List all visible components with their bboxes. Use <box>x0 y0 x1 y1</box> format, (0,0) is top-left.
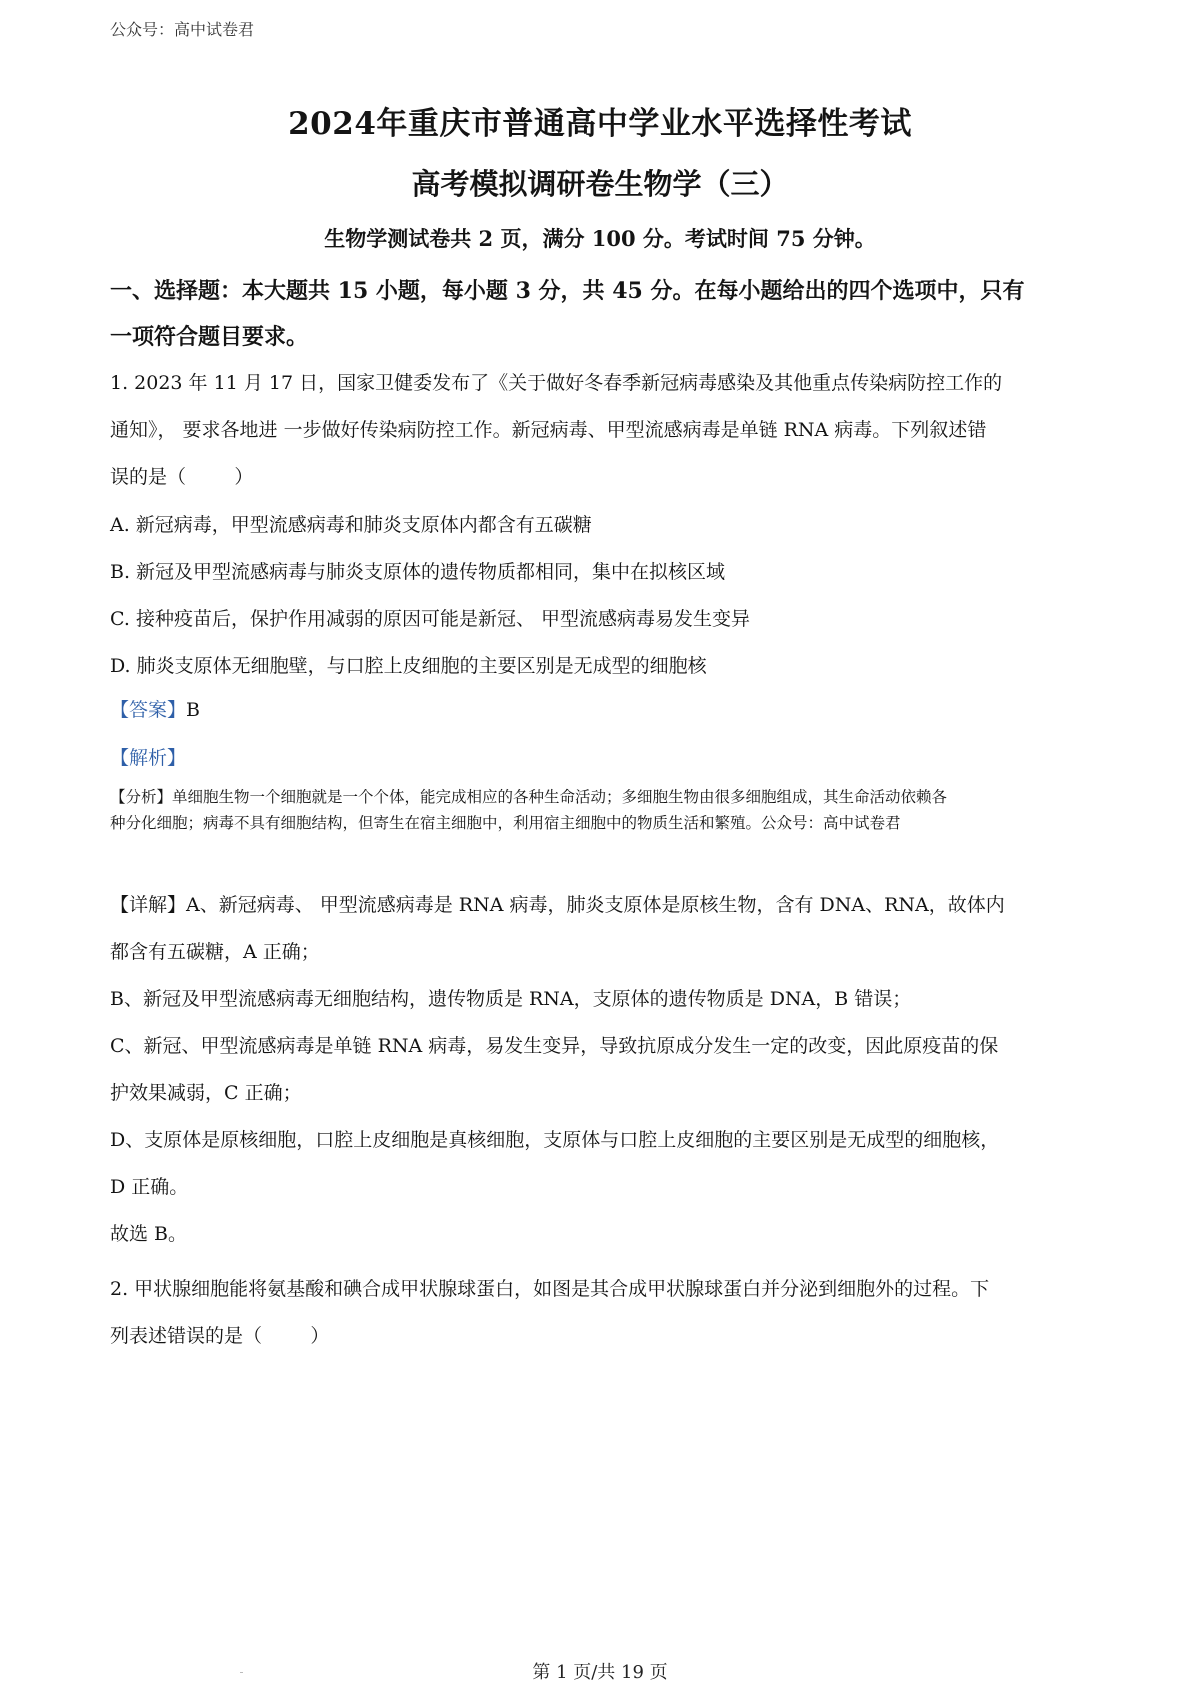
question-1-line-3: 误的是（ ） <box>110 466 254 488</box>
exam-info: 生物学测试卷共 2 页，满分 100 分。考试时间 75 分钟。 <box>324 226 876 251</box>
question-2-line-2: 列表述错误的是（ ） <box>110 1325 330 1347</box>
question-1-options <box>110 502 1100 690</box>
detail-line: 都含有五碳糖，A 正确； <box>110 941 320 963</box>
detail-line: D、支原体是原核细胞，口腔上皮细胞是真核细胞，支原体与口腔上皮细胞的主要区别是无成型的细胞核， <box>110 1129 1000 1151</box>
question-2-stem <box>110 1266 1100 1360</box>
page-number: 第 1 页/共 19 页 <box>532 1662 668 1683</box>
exam-title: 2024年重庆市普通高中学业水平选择性考试 <box>288 106 912 142</box>
detail-line: B、新冠及甲型流感病毒无细胞结构，遗传物质是 RNA，支原体的遗传物质是 DNA，B 错误； <box>110 988 912 1010</box>
option-a: A. 新冠病毒，甲型流感病毒和肺炎支原体内都含有五碳糖 <box>110 514 592 536</box>
question-2-line-1: 2. 甲状腺细胞能将氨基酸和碘合成甲状腺球蛋白，如图是其合成甲状腺球蛋白并分泌到细胞外的过程。下 <box>110 1278 990 1300</box>
watermark-text: 公众号：高中试卷君 <box>110 20 255 39</box>
analysis-line-2: 种分化细胞；病毒不具有细胞结构，但寄生在宿主细胞中，利用宿主细胞中的物质生活和繁殖。公众号：高中试卷君 <box>110 814 901 832</box>
detail-line: 故选 B。 <box>110 1223 188 1245</box>
answer-line <box>110 692 200 728</box>
detail-explanation <box>110 882 1100 1258</box>
detail-line: 【详解】A、新冠病毒、 甲型流感病毒是 RNA 病毒，肺炎支原体是原核生物，含有 DNA、RNA，故体内 <box>110 894 1005 916</box>
analysis-line-1: 【分析】单细胞生物一个细胞就是一个个体，能完成相应的各种生命活动；多细胞生物由很多细胞组成，其生命活动依赖各 <box>110 788 948 806</box>
answer-tag: 【答案】 <box>110 699 187 721</box>
section-heading <box>110 268 1100 360</box>
analysis-text <box>110 784 1100 836</box>
question-1-line-2: 通知》， 要求各地进 一步做好传染病防控工作。新冠病毒、甲型流感病毒是单链 RNA 病毒。下列叙述错 <box>110 419 987 441</box>
option-d: D. 肺炎支原体无细胞壁，与口腔上皮细胞的主要区别是无成型的细胞核 <box>110 655 707 677</box>
analysis-tag: 【解析】 <box>110 747 187 769</box>
answer-value: B <box>186 699 200 721</box>
detail-line: D 正确。 <box>110 1176 189 1198</box>
detail-line: C、新冠、甲型流感病毒是单链 RNA 病毒，易发生变异，导致抗原成分发生一定的改变，因此原疫苗的保 <box>110 1035 999 1057</box>
option-c: C. 接种疫苗后，保护作用减弱的原因可能是新冠、 甲型流感病毒易发生变异 <box>110 608 750 630</box>
section-heading-line-2: 一项符合题目要求。 <box>110 324 309 350</box>
question-1-stem <box>110 360 1100 501</box>
option-b: B. 新冠及甲型流感病毒与肺炎支原体的遗传物质都相同，集中在拟核区域 <box>110 561 726 583</box>
detail-line: 护效果减弱，C 正确； <box>110 1082 302 1104</box>
section-heading-line-1: 一、选择题：本大题共 15 小题，每小题 3 分，共 45 分。在每小题给出的四个选项中，只有 <box>110 278 1025 304</box>
exam-subtitle: 高考模拟调研卷生物学（三） <box>411 167 789 201</box>
analysis-heading <box>110 740 186 776</box>
question-1-line-1: 1. 2023 年 11 月 17 日，国家卫健委发布了《关于做好冬春季新冠病毒感染及其他重点传染病防控工作的 <box>110 372 1003 394</box>
